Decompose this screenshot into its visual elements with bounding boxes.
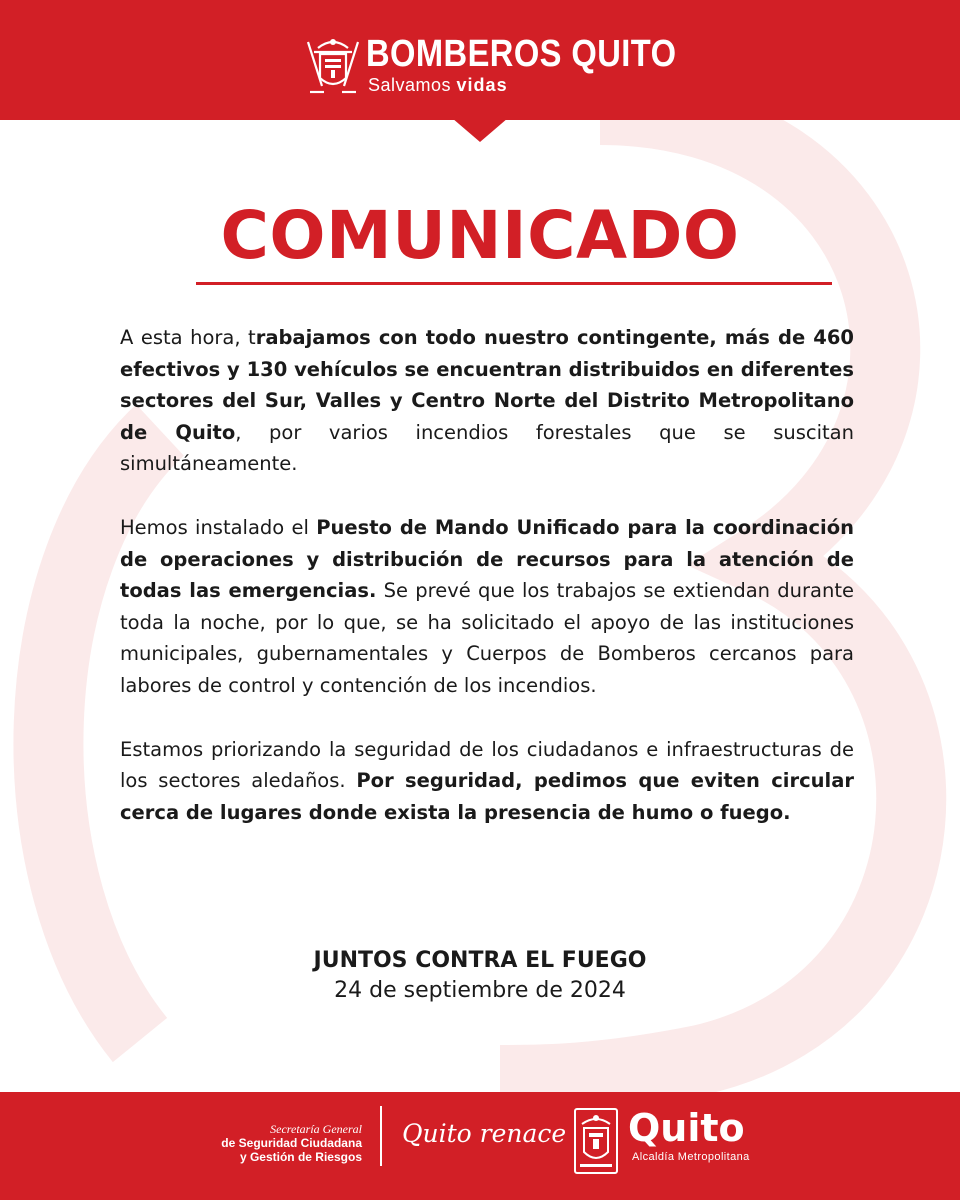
title-underline [196,282,832,285]
p2-text-b: Puesto de Mando Unificado para la coordinación de operaciones y distribución de recursos para la atención de todas las emergencias. [120,515,854,603]
closing-date: 24 de septiembre de 2024 [334,978,626,1003]
header-banner [0,0,960,120]
footer-city-subtitle: Alcaldía Metropolitana [632,1151,750,1163]
tagline-regular: Salvamos [368,75,452,95]
p2-text-c: Se prevé que los trabajos se extiendan durante toda la noche, por lo que, se ha solicitado el apoyo de las instituciones municipales, gubernamentales y Cuerpos de Bomberos cercanos para labores de control y contención de los incendios. [120,579,854,697]
p3-text-b: Por seguridad, pedimos que eviten circular cerca de lugares donde exista la presencia de humo o fuego. [120,769,854,824]
statement-body [120,322,854,860]
footer-city-name: Quito [628,1106,745,1150]
paragraph-3 [120,734,854,829]
p1-text-b: rabajamos con todo nuestro contingente, más de 460 efectivos y 130 vehículos se encuentran distribuidos en diferentes sectores del Sur, Valles y Centro Norte del Distrito Metropolitano de Quito [120,326,854,444]
secretariat-line-3: y Gestión de Riesgos [239,1150,362,1164]
footer-banner [0,1092,960,1200]
page-title: COMUNICADO [220,197,740,274]
brand-tagline [368,74,508,96]
paragraph-2 [120,512,854,702]
header-notch [452,118,508,142]
secretariat-line-2: de Seguridad Ciudadana [221,1136,362,1150]
tagline-bold: vidas [456,75,508,95]
footer-divider [380,1106,382,1166]
p3-text-a: Estamos priorizando la seguridad de los ciudadanos e infraestructuras de los sectores aledaños. [120,737,854,793]
paragraph-1 [120,322,854,480]
footer-slogan: Quito renace [402,1119,567,1148]
secretariat-line-1: Secretaría General [270,1122,362,1136]
fire-department-emblem-icon [302,34,364,98]
p1-text-a: A esta hora, t [120,326,256,349]
closing-block [0,946,960,1006]
p1-text-c: , por varios incendios forestales que se suscitan simultáneamente. [120,420,854,476]
brand-name: BOMBEROS QUITO [366,33,677,75]
quito-coat-of-arms-icon [572,1106,620,1176]
p2-text-a: Hemos instalado el [120,515,317,539]
closing-motto: JUNTOS CONTRA EL FUEGO [313,948,647,973]
